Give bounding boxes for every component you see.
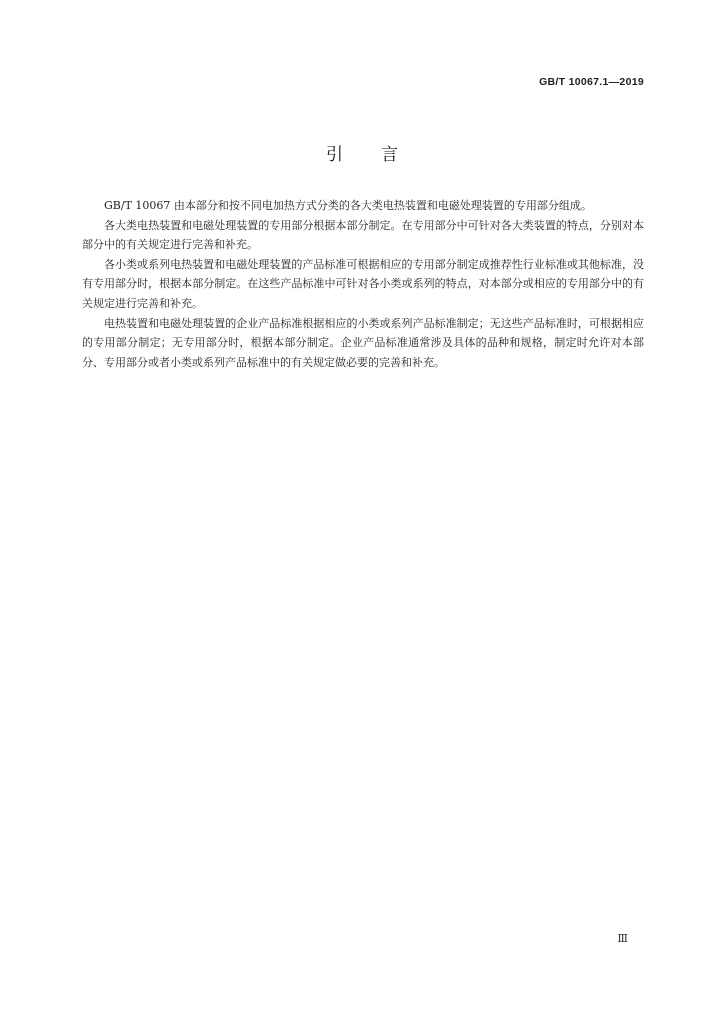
standard-code: GB/T 10067.1—2019 xyxy=(539,76,644,88)
paragraph-3: 各小类或系列电热装置和电磁处理装置的产品标准可根据相应的专用部分制定成推荐性行业标准或其他标准，没有专用部分时，根据本部分制定。在这些产品标准中可针对各小类或系列的特点，对本部分或相应的专用部分中的有关规定进行完善和补充。 xyxy=(82,257,644,310)
paragraph-1: GB/T 10067 由本部分和按不同电加热方式分类的各大类电热装置和电磁处理装置的专用部分组成。 xyxy=(104,199,592,212)
introduction-body xyxy=(82,196,644,372)
page-number: Ⅲ xyxy=(617,933,628,945)
page-title: 引言 xyxy=(326,145,436,165)
paragraph-2: 各大类电热装置和电磁处理装置的专用部分根据本部分制定。在专用部分中可针对各大类装置的特点，分别对本部分中的有关规定进行完善和补充。 xyxy=(82,218,644,252)
paragraph-4: 电热装置和电磁处理装置的企业产品标准根据相应的小类或系列产品标准制定；无这些产品标准时，可根据相应的专用部分制定；无专用部分时，根据本部分制定。企业产品标准通常涉及具体的品种和规格，制定时允许对本部分、专用部分或者小类或系列产品标准中的有关规定做必要的完善和补充。 xyxy=(82,316,644,369)
